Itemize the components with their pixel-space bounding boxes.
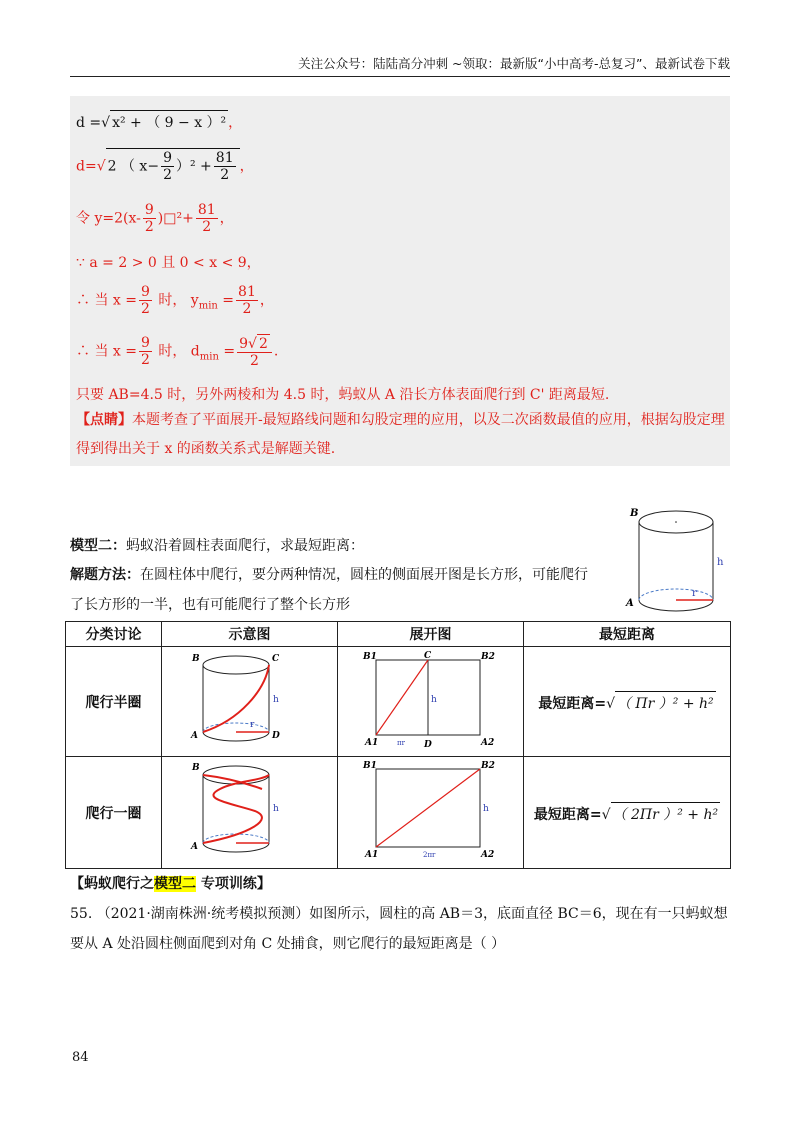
svg-text:B2: B2 — [480, 760, 495, 771]
svg-text:r: r — [249, 719, 254, 730]
figure-label-h: h — [717, 557, 724, 568]
half-circle-net-diagram — [361, 650, 501, 750]
page-number: 84 — [72, 1050, 89, 1065]
svg-text:h: h — [482, 803, 489, 814]
svg-text:B2: B2 — [480, 651, 495, 662]
table-header: 示意图 — [162, 622, 338, 647]
solution-line-2: d=√ 2 （ x− $\frac{9}{2}$ ）² + $\frac{81}{2}$ ， — [76, 150, 254, 183]
model2-method: 解题方法：在圆柱体中爬行，要分两种情况，圆柱的侧面展开图是长方形，可能爬行 — [70, 567, 588, 583]
svg-text:B: B — [191, 762, 200, 773]
figure-label-b: B — [630, 508, 639, 519]
svg-text:A2: A2 — [480, 737, 494, 748]
svg-text:A: A — [190, 841, 198, 852]
question-line-1: 55. （2021·湖南株洲·统考模拟预测）如图所示，圆柱的高 AB＝3，底面直径 BC＝6，现在有一只蚂蚁想 — [70, 906, 728, 922]
half-circle-distance-cell: 最短距离=√ （ Πr ）² + h² — [524, 647, 731, 757]
full-circle-diagram-cell — [162, 757, 338, 869]
svg-text:C: C — [423, 650, 431, 661]
svg-text:C: C — [271, 653, 279, 664]
figure-label-a: A — [626, 598, 634, 609]
training-heading: 【蚂蚁爬行之模型二 专项训练】 — [70, 876, 271, 892]
half-circle-diagram-cell — [162, 647, 338, 757]
figure-label-r: r — [692, 588, 697, 599]
solution-line-3: 令 y=2(x- $\frac{9}{2}$ )□²+ $\frac{81}{2}$ ， — [76, 202, 234, 235]
model2-title: 模型二：蚂蚁沿着圆柱表面爬行，求最短距离： — [70, 538, 364, 554]
solution-line-7: 只要 AB=4.5 时，另外两棱和为 4.5 时，蚂蚁从 A 沿长方体表面爬行到 C' 距离最短. — [76, 387, 610, 403]
table-header: 分类讨论 — [66, 622, 162, 647]
svg-text:πr: πr — [396, 738, 405, 747]
svg-text:D: D — [271, 730, 280, 741]
classification-table — [65, 621, 731, 869]
solution-line-6: ∴ 当 x = $\frac{9}{2}$ 时， $d_{min}$ = $\frac{9√ 2}{2}$ . — [76, 335, 279, 369]
table-header: 最短距离 — [524, 622, 731, 647]
half-circle-net-cell — [338, 647, 524, 757]
solution-line-4: ∵ a = 2 > 0 且 0 < x < 9， — [76, 255, 261, 271]
svg-text:A: A — [190, 730, 198, 741]
row-category: 爬行一圈 — [66, 757, 162, 869]
solution-line-5: ∴ 当 x = $\frac{9}{2}$ 时， $y_{min}$ = $\frac{81}{2}$ ， — [76, 284, 274, 317]
solution-comment: 【点睛】本题考查了平面展开-最短路线问题和勾股定理的应用，以及二次函数最值的应用，根据勾股定理得到得出关于 x 的函数关系式是解题关键. — [76, 412, 725, 457]
full-circle-cylinder-diagram — [190, 759, 310, 863]
svg-text:h: h — [272, 803, 279, 814]
svg-text:B1: B1 — [362, 651, 377, 662]
svg-text:h: h — [430, 694, 437, 705]
solution-line-1: d =√ x² + （ 9 − x ）² ， — [76, 110, 242, 132]
full-circle-net-diagram — [361, 759, 501, 863]
table-header: 展开图 — [338, 622, 524, 647]
row-category: 爬行半圈 — [66, 647, 162, 757]
solution-block — [70, 96, 730, 466]
svg-text:B1: B1 — [362, 760, 377, 771]
svg-text:A2: A2 — [480, 849, 494, 860]
table-row — [66, 757, 731, 869]
svg-text:A1: A1 — [364, 737, 378, 748]
page-header: 关注公众号：陆陆高分冲刺 ~领取：最新版“小中高考-总复习”、最新试卷下载 — [70, 52, 730, 77]
question-line-2: 要从 A 处沿圆柱侧面爬到对角 C 处捕食，则它爬行的最短距离是（ ） — [70, 936, 506, 952]
svg-text:A1: A1 — [364, 849, 378, 860]
svg-text:h: h — [272, 694, 279, 705]
model2-method-cont: 了长方形的一半，也有可能爬行了整个长方形 — [70, 597, 350, 613]
svg-text:D: D — [423, 739, 432, 750]
svg-text:B: B — [191, 653, 200, 664]
svg-text:2πr: 2πr — [422, 850, 435, 859]
full-circle-net-cell — [338, 757, 524, 869]
table-row — [66, 647, 731, 757]
half-circle-cylinder-diagram — [190, 650, 310, 750]
cylinder-figure — [624, 502, 734, 617]
table-header-row — [66, 622, 731, 647]
full-circle-distance-cell: 最短距离=√ （ 2Πr ）² + h² — [524, 757, 731, 869]
